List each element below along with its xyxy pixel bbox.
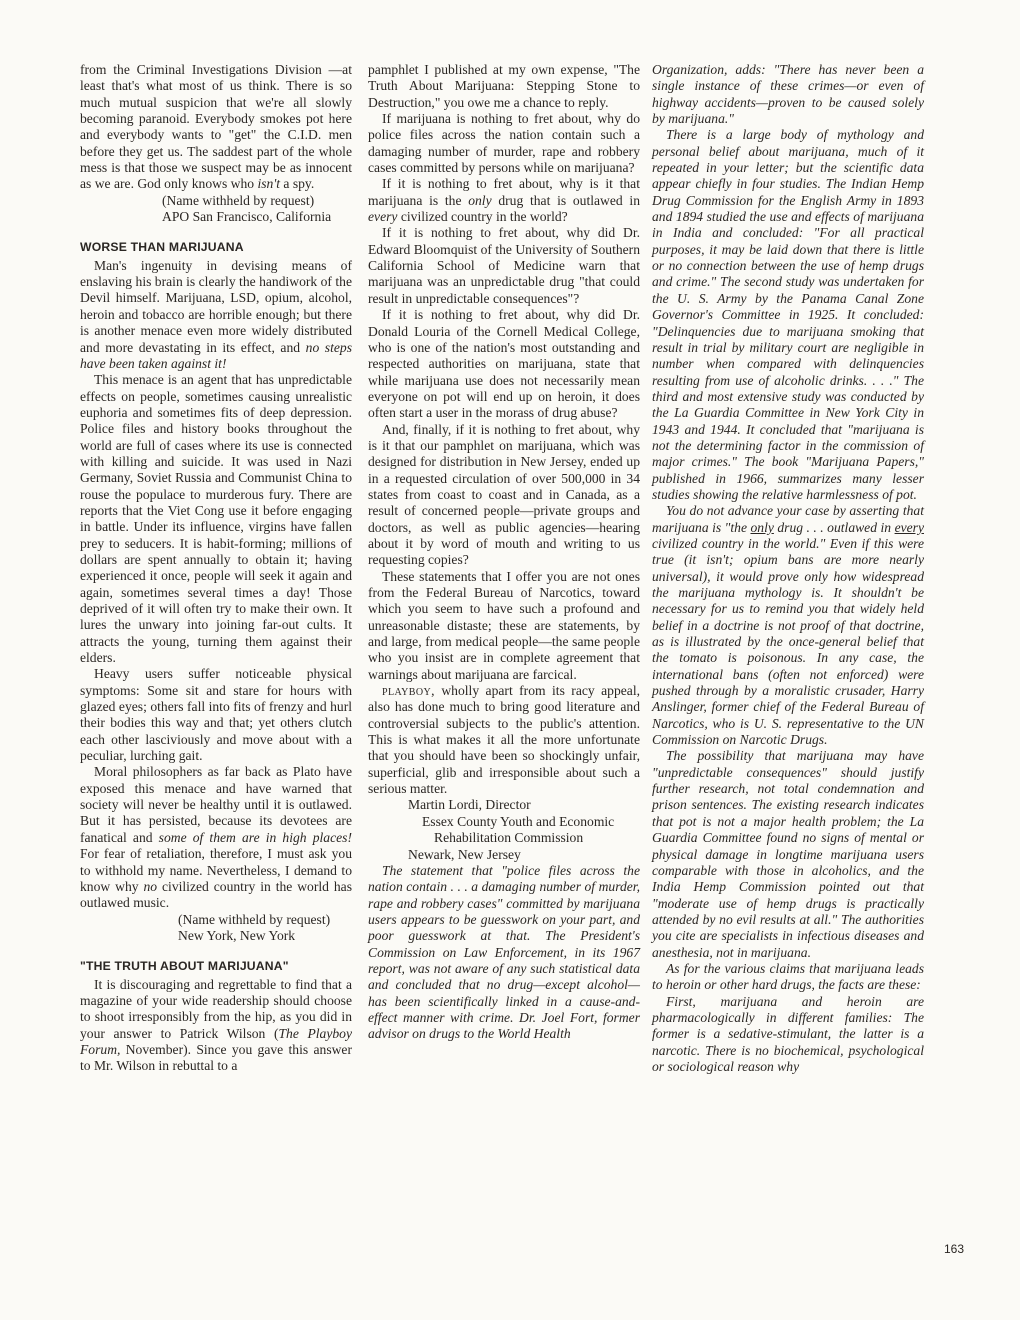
paragraph: Man's ingenuity in devising means of enslaving his brain is clearly the handiwork of the Devil himself. Marijuana, LSD, opium, alcohol, heroin and tobacco are horrible enough; but there is another menace even more widely distributed and more devastating in its effect, and no steps have been taken against it! xyxy=(80,257,352,371)
signature-name: (Name withheld by request) xyxy=(162,192,315,208)
editor-reply: The statement that "police files across the nation contain . . . a damaging number of murder, rape and robbery cases" committed by marijuana users appears to be guesswork on your part, and poor guesswork at that. The President's Commission on Law Enforcement, in its 1967 report, was not aware of any such statistical data and concluded that no drug—except alcohol—has been scientifically linked in a cause-and-effect manner with crime. Dr. Joel Fort, former advisor on drugs to the World Health xyxy=(368,862,640,1042)
paragraph: If marijuana is nothing to fret about, why do police files across the nation contain such a damaging number of murder, rape and robbery cases committed by persons while on marijuana? xyxy=(368,111,640,176)
column-3 xyxy=(652,62,924,1075)
paragraph: These statements that I offer you are not ones from the Federal Bureau of Narcotics, toward which you seem to have such a profound and unreasonable distaste; these are statements, by and large, from medical people—the same people who you insist are in complete agreement that warnings about marijuana are farcical. xyxy=(368,568,640,682)
editor-reply: You do not advance your case by asserting that marijuana is "the only drug . . . outlawed in every civilized country in the world." Even if this were true (it isn't; opium bans are more nearly universal), it would prove only how widespread the marijuana mythology is. It shouldn't be necessary for us to remind you that widely held belief in a doctrine is not proof of that doctrine, as is illustrated by the once-general belief that the tomato is poisonous. In any case, the international bans (often not enforced) were pushed through by a moralistic crusader, Harry Anslinger, former chief of the Federal Bureau of Narcotics, who is U. S. representative to the UN Commission on Narcotic Drugs. xyxy=(652,503,924,748)
playboy-smallcaps: playboy, xyxy=(382,683,435,699)
signature-organization: Essex County Youth and Economic xyxy=(422,813,615,829)
letter-heading: WORSE THAN MARIJUANA xyxy=(80,240,244,255)
paragraph: If it is nothing to fret about, why did Dr. Edward Bloomquist of the University of Southern California School of Medicine warn that marijuana was an unpredictable drug "that could result in unpredictable consequences"? xyxy=(368,225,640,306)
column-1 xyxy=(80,62,352,1075)
paragraph: Moral philosophers as far back as Plato have exposed this menace and have warned that society will never be healthy until it is outlawed. But it has persisted, because its devotees are fanatical and some of them are in high places! For fear of retaliation, therefore, I must ask you to withhold my name. Nevertheless, I demand to know why no civilized country in the world has outlawed music. xyxy=(80,764,352,911)
editor-reply: The possibility that marijuana may have "unpredictable consequences" should justify further research, not total condemnation and prison sentences. The existing research indicates that pot is not a major health problem; the La Guardia Committee found no signs of mental or physical damage in longtime marijuana users comparable with those in alcoholics, and the India Hemp Commission pointed out that "moderate use of hemp drugs is practically attended by no evil results at all." The authorities you cite are specialists in infectious diseases and anesthesia, not in marijuana. xyxy=(652,748,924,960)
signature-name: (Name withheld by request) xyxy=(178,911,331,927)
paragraph: playboy, wholly apart from its racy appeal, also has done much to bring good literature and controversial subjects to the public's attention. This is what makes it all the more unfortunate that you should have been so shockingly unfair, superficial, glib and irresponsible about such a serious matter. xyxy=(368,683,640,797)
letter-1-ending: from the Criminal Investigations Division —at least that's what most of us think. There is so much mutual suspicion that we're all slowly becoming paranoid. Everybody smokes pot here and everybody wants to "get" the C.I.D. men before they get us. The saddest part of the whole mess is that those we suspect may be as innocent as we are. God only knows who isn't a spy. xyxy=(80,62,352,192)
signature-organization: Rehabilitation Commission xyxy=(434,830,584,846)
paragraph: If it is nothing to fret about, why is it that marijuana is the only drug that is outlawed in every civilized country in the world? xyxy=(368,176,641,225)
signature-place: New York, New York xyxy=(178,927,296,943)
paragraph: And, finally, if it is nothing to fret about, why is it that our pamphlet on marijuana, which was designed for distribution in New Jersey, ended up in a requested circulation of over 500,000 in 34 states from coast to coast and in Canada, as a result of concerned people—private groups and doctors, as well as public agencies—hearing about it by word of mouth and writing to us requesting copies? xyxy=(368,421,640,568)
signature-place: Newark, New Jersey xyxy=(408,846,521,862)
signature-name: Martin Lordi, Director xyxy=(408,797,531,813)
page-number: 163 xyxy=(944,1242,965,1256)
signature-place: APO San Francisco, California xyxy=(162,209,332,225)
paragraph: It is discouraging and regrettable to find that a magazine of your wide readership should choose to shoot irresponsibly from the hip, as you did in your answer to Patrick Wilson (The Playboy Forum, November). Since you gave this answer to Mr. Wilson in rebuttal to a xyxy=(80,976,352,1074)
editor-reply: First, marijuana and heroin are pharmacologically in different families: The former is a sedative-stimulant, the latter is a narcotic. There is no biochemical, psychological or sociological reason why xyxy=(652,993,924,1074)
paragraph: If it is nothing to fret about, why did Dr. Donald Louria of the Cornell Medical College, who is one of the nation's most outstanding and respected authorities on marijuana, state that while marijuana use does not necessarily mean everyone on pot will end up on heroin, it does often start a user in the morass of drug abuse? xyxy=(368,307,640,421)
paragraph: This menace is an agent that has unpredictable effects on people, sometimes causing unrealistic euphoria and sometimes fits of deep depression. Police files and history books throughout the world are full of cases where its use is connected with killing and suicide. It was used in Nazi Germany, Soviet Russia and Communist China to rouse the populace to murderous fury. There are reports that the Viet Cong use it before engaging in battle. Under its influence, virgins have fallen prey to seducers. It is habit-forming; millions of dollars are spent annually to obtain it; having experienced it once, people will seek it again and again, sometimes several times a day! Those deprived of it will often try to make their own. It lures the unwary into joining far-out cults. It attracts the young, turning them against their elders. xyxy=(80,372,352,666)
editor-reply: There is a large body of mythology and personal belief about marijuana, much of it repeated in your letter; but the scientific data appear chiefly in four studies. The Indian Hemp Drug Commission for the English Army in 1893 and 1894 studied the use and effects of marijuana in India and concluded: "For all practical purposes, it may be laid down that there is little or no connection between the use of hemp drugs and crime." The second study was undertaken for the U. S. Army by the Panama Canal Zone Governor's Committee in 1925. It concluded: "Delinquencies due to marijuana smoking that result in trial by military court are negligible in number when compared with delinquencies resulting from use of alcoholic drinks. . . ." The third and most extensive study was conducted by the La Guardia Committee in New York City in 1943 and 1944. It concluded that "marijuana is not the determining factor in the commission of major crimes." The book "Marijuana Papers," published in 1966, summarizes many lesser studies showing the relative harmlessness of pot. xyxy=(652,127,924,502)
editor-reply: Organization, adds: "There has never been a single instance of these crimes—or even of highway accidents—proven to be caused solely by marijuana." xyxy=(652,62,924,127)
letter-heading: "THE TRUTH ABOUT MARIJUANA" xyxy=(80,959,289,974)
editor-reply: As for the various claims that marijuana leads to heroin or other hard drugs, the facts are these: xyxy=(652,960,924,993)
paragraph: pamphlet I published at my own expense, "The Truth About Marijuana: Stepping Stone to Destruction," you owe me a chance to reply. xyxy=(368,62,640,110)
column-2 xyxy=(368,62,640,1043)
paragraph: Heavy users suffer noticeable physical symptoms: Some sit and stare for hours with glazed eyes; others fall into fits of frenzy and hurl their bodies this way and that; yet others clutch each other lasciviously and move about with a peculiar, lurching gait. xyxy=(80,666,352,764)
